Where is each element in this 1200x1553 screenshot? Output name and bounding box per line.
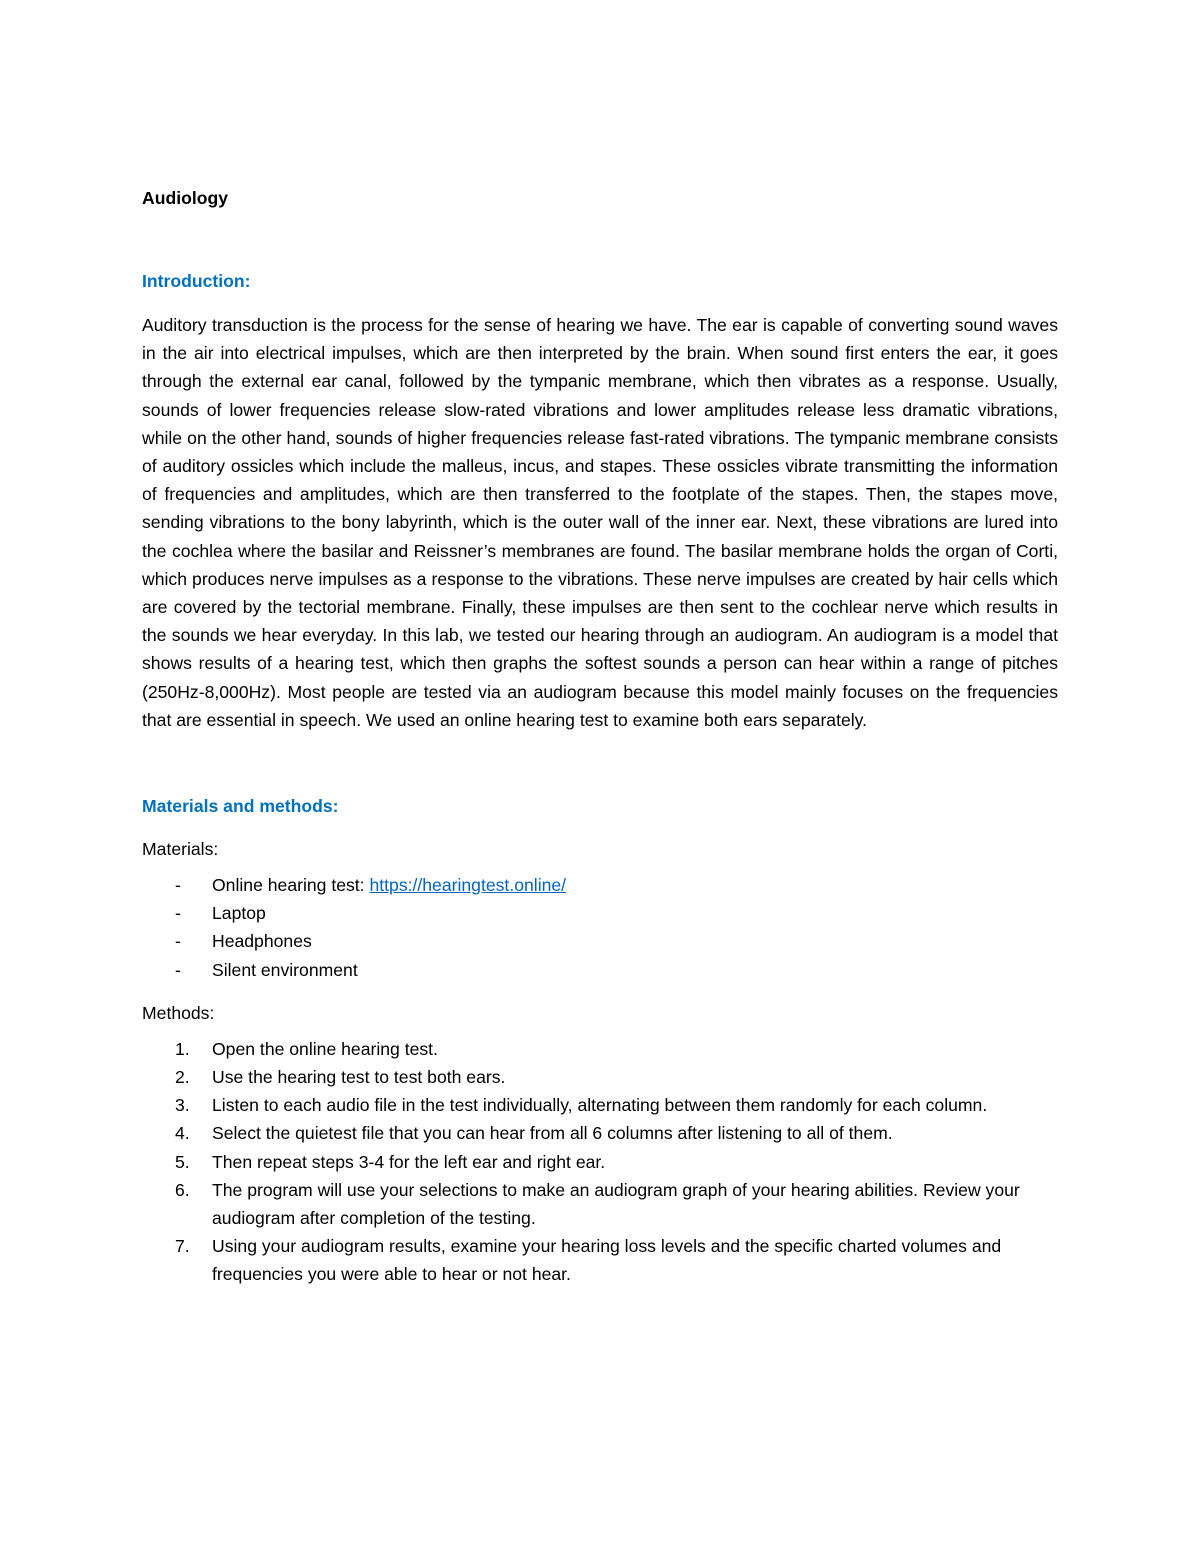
list-marker: - xyxy=(175,875,181,896)
list-item xyxy=(142,899,1058,927)
materials-and-methods-heading: Materials and methods: xyxy=(142,796,339,817)
list-item xyxy=(142,1035,1058,1063)
materials-list xyxy=(142,871,1058,984)
hearing-test-link[interactable]: https://hearingtest.online/ xyxy=(369,875,567,896)
list-item-text: Select the quietest file that you can hear from all 6 columns after listening to all of them. xyxy=(212,1123,893,1144)
list-item-text: Then repeat steps 3-4 for the left ear and right ear. xyxy=(212,1151,606,1172)
list-item-text: The program will use your selections to make an audiogram graph of your hearing abilities. Review your audiogram after completion of the testing. xyxy=(212,1179,1020,1229)
list-marker: 6. xyxy=(175,1179,190,1200)
document-body xyxy=(142,184,1058,1289)
list-item-text: Silent environment xyxy=(212,959,358,980)
list-marker: - xyxy=(175,931,181,952)
list-item xyxy=(142,871,1058,899)
list-item xyxy=(142,927,1058,955)
list-item xyxy=(142,1148,1058,1176)
list-item-text: Laptop xyxy=(212,903,266,924)
list-marker: 2. xyxy=(175,1067,190,1088)
list-item-text: Headphones xyxy=(212,931,312,952)
list-item-text: Use the hearing test to test both ears. xyxy=(212,1067,506,1088)
list-item xyxy=(142,956,1058,984)
list-item xyxy=(142,1119,1058,1147)
introduction-heading: Introduction: xyxy=(142,271,251,291)
document-title: Audiology xyxy=(142,188,229,208)
materials-label: Materials: xyxy=(142,839,219,860)
list-item xyxy=(142,1063,1058,1091)
list-item-text: Open the online hearing test. xyxy=(212,1038,438,1059)
list-item-text: Using your audiogram results, examine your hearing loss levels and the specific charted volumes and frequencies you were able to hear or not hear. xyxy=(212,1236,1002,1285)
list-marker: 1. xyxy=(175,1038,190,1059)
list-marker: 4. xyxy=(175,1123,190,1144)
methods-list xyxy=(142,1035,1058,1289)
list-item xyxy=(142,1232,1058,1288)
list-item-text: Online hearing test: xyxy=(212,875,370,896)
list-marker: - xyxy=(175,903,181,924)
list-marker: 5. xyxy=(175,1151,190,1172)
list-item-text: Listen to each audio file in the test individually, alternating between them randomly for each column. xyxy=(212,1095,988,1116)
list-item xyxy=(142,1176,1058,1232)
list-item xyxy=(142,1091,1058,1119)
list-marker: 3. xyxy=(175,1095,190,1116)
list-marker: - xyxy=(175,959,181,980)
introduction-paragraph: Auditory transduction is the process for the sense of hearing we have. The ear is capable of converting sound waves in the air into electrical impulses, which are then interpreted by the brain. When sound first enters the ear, it goes through the external ear canal, followed by the tympanic membrane, which then vibrates as a response. Usually, sounds of lower frequencies release slow-rated vibrations and lower amplitudes release less dramatic vibrations, while on the other hand, sounds of higher frequencies release fast-rated vibrations. The tympanic membrane consists of auditory ossicles which include the malleus, incus, and stapes. These ossicles vibrate transmitting the information of frequencies and amplitudes, which are then transferred to the footplate of the stapes. Then, the stapes move, sending vibrations to the bony labyrinth, which is the outer wall of the inner ear. Next, these vibrations are lured into the cochlea where the basilar and Reissner’s membranes are found. The basilar membrane holds the organ of Corti, which produces nerve impulses as a response to the vibrations. These nerve impulses are created by hair cells which are covered by the tectorial membrane. Finally, these impulses are then sent to the cochlear nerve which results in the sounds we hear everyday. In this lab, we tested our hearing through an audiogram. An audiogram is a model that shows results of a hearing test, which then graphs the softest sounds a person can hear within a range of pitches (250Hz-8,000Hz). Most people are tested via an audiogram because this model mainly focuses on the frequencies that are essential in speech. We used an online hearing test to examine both ears separately. xyxy=(142,315,1058,730)
methods-label: Methods: xyxy=(142,1002,215,1023)
list-marker: 7. xyxy=(175,1236,190,1257)
